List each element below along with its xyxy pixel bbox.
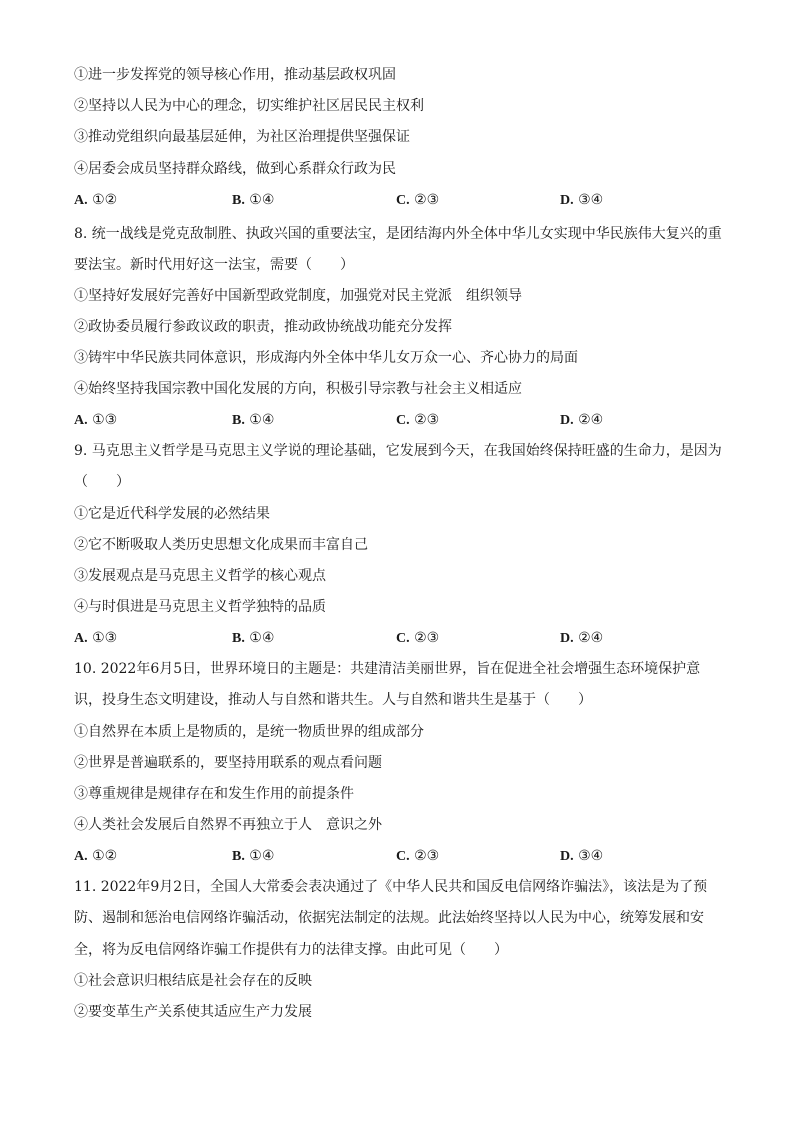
option-key: A.	[74, 413, 88, 428]
q8-option-d[interactable]	[560, 411, 603, 430]
option-value: ①③	[92, 630, 118, 646]
option-value: ②③	[414, 192, 440, 208]
option-value: ②③	[414, 412, 440, 428]
option-value: ①②	[92, 192, 118, 208]
q11-stem-line-1: 11. 2022年9月2日，全国人大常委会表决通过了《中华人民共和国反电信网络诈骗法》，该法是为了预	[74, 879, 708, 895]
q10-item-3: ③尊重规律是规律存在和发生作用的前提条件	[74, 786, 354, 802]
q9-option-c[interactable]	[396, 629, 439, 648]
q10-stem-line-1: 10. 2022年6月5日，世界环境日的主题是：共建清洁美丽世界，旨在促进全社会增强生态环境保护意	[74, 661, 701, 677]
q9-item-4: ④与时俱进是马克思主义哲学独特的品质	[74, 599, 326, 615]
option-key: C.	[396, 849, 410, 864]
option-value: ①④	[249, 412, 275, 428]
q7-option-b[interactable]	[232, 191, 274, 210]
option-key: D.	[560, 631, 574, 646]
q10-item-1: ①自然界在本质上是物质的，是统一物质世界的组成部分	[74, 724, 424, 740]
q11-item-2: ②要变革生产关系使其适应生产力发展	[74, 1004, 312, 1020]
q9-option-a[interactable]	[74, 629, 117, 648]
option-value: ①④	[249, 848, 275, 864]
option-key: C.	[396, 193, 410, 208]
q8-options	[74, 411, 734, 429]
option-key: B.	[232, 631, 245, 646]
option-key: B.	[232, 193, 245, 208]
q11-item-1: ①社会意识归根结底是社会存在的反映	[74, 973, 312, 989]
q9-stem-line-1: 9. 马克思主义哲学是马克思主义学说的理论基础，它发展到今天，在我国始终保持旺盛的生命力，是因为	[74, 443, 722, 459]
option-key: A.	[74, 193, 88, 208]
q9-option-b[interactable]	[232, 629, 274, 648]
q7-item-2: ②坚持以人民为中心的理念，切实维护社区居民民主权利	[74, 98, 424, 114]
q7-item-3: ③推动党组织向最基层延伸，为社区治理提供坚强保证	[74, 129, 410, 145]
option-value: ②④	[578, 412, 604, 428]
q8-stem-line-2: 要法宝。新时代用好这一法宝，需要（ ）	[74, 257, 354, 273]
q9-item-1: ①它是近代科学发展的必然结果	[74, 506, 270, 522]
q10-item-4: ④人类社会发展后自然界不再独立于人 意识之外	[74, 817, 382, 833]
option-value: ②③	[414, 848, 440, 864]
q10-item-2: ②世界是普遍联系的，要坚持用联系的观点看问题	[74, 755, 382, 771]
q8-item-3: ③铸牢中华民族共同体意识，形成海内外全体中华儿女万众一心、齐心协力的局面	[74, 350, 578, 366]
option-key: B.	[232, 413, 245, 428]
option-value: ①④	[249, 192, 275, 208]
option-key: C.	[396, 631, 410, 646]
option-value: ③④	[578, 192, 604, 208]
q8-item-4: ④始终坚持我国宗教中国化发展的方向，积极引导宗教与社会主义相适应	[74, 381, 522, 397]
q9-options	[74, 629, 734, 647]
q7-option-d[interactable]	[560, 191, 603, 210]
q7-item-1: ①进一步发挥党的领导核心作用，推动基层政权巩固	[74, 67, 396, 83]
q8-stem-line-1: 8. 统一战线是党克敌制胜、执政兴国的重要法宝，是团结海内外全体中华儿女实现中华民族伟大复兴的重	[74, 226, 722, 242]
q10-stem-line-2: 识，投身生态文明建设，推动人与自然和谐共生。人与自然和谐共生是基于（ ）	[74, 692, 592, 708]
option-value: ②④	[578, 630, 604, 646]
q7-option-a[interactable]	[74, 191, 117, 210]
option-key: A.	[74, 631, 88, 646]
q8-item-1: ①坚持好发展好完善好中国新型政党制度，加强党对民主党派 组织领导	[74, 288, 522, 304]
option-value: ①②	[92, 848, 118, 864]
q11-stem-line-2: 防、遏制和惩治电信网络诈骗活动，依据宪法制定的法规。此法始终坚持以人民为中心，统筹发展和安	[74, 910, 704, 926]
q10-option-d[interactable]	[560, 847, 603, 866]
q10-option-b[interactable]	[232, 847, 274, 866]
option-key: D.	[560, 413, 574, 428]
option-value: ①④	[249, 630, 275, 646]
option-key: A.	[74, 849, 88, 864]
option-value: ②③	[414, 630, 440, 646]
q9-item-2: ②它不断吸取人类历史思想文化成果而丰富自己	[74, 537, 368, 553]
option-key: D.	[560, 849, 574, 864]
q8-option-a[interactable]	[74, 411, 117, 430]
q8-item-2: ②政协委员履行参政议政的职责，推动政协统战功能充分发挥	[74, 319, 452, 335]
q8-option-c[interactable]	[396, 411, 439, 430]
q7-options	[74, 191, 734, 209]
option-key: B.	[232, 849, 245, 864]
q9-item-3: ③发展观点是马克思主义哲学的核心观点	[74, 568, 326, 584]
q11-stem-line-3: 全，将为反电信网络诈骗工作提供有力的法律支撑。由此可见（ ）	[74, 942, 508, 958]
q10-option-c[interactable]	[396, 847, 439, 866]
option-key: D.	[560, 193, 574, 208]
q8-option-b[interactable]	[232, 411, 274, 430]
q9-stem-line-2: （ ）	[74, 474, 130, 490]
q10-option-a[interactable]	[74, 847, 117, 866]
q7-option-c[interactable]	[396, 191, 439, 210]
q9-option-d[interactable]	[560, 629, 603, 648]
q7-item-4: ④居委会成员坚持群众路线，做到心系群众行政为民	[74, 161, 396, 177]
option-value: ③④	[578, 848, 604, 864]
option-value: ①③	[92, 412, 118, 428]
option-key: C.	[396, 413, 410, 428]
q10-options	[74, 847, 734, 865]
